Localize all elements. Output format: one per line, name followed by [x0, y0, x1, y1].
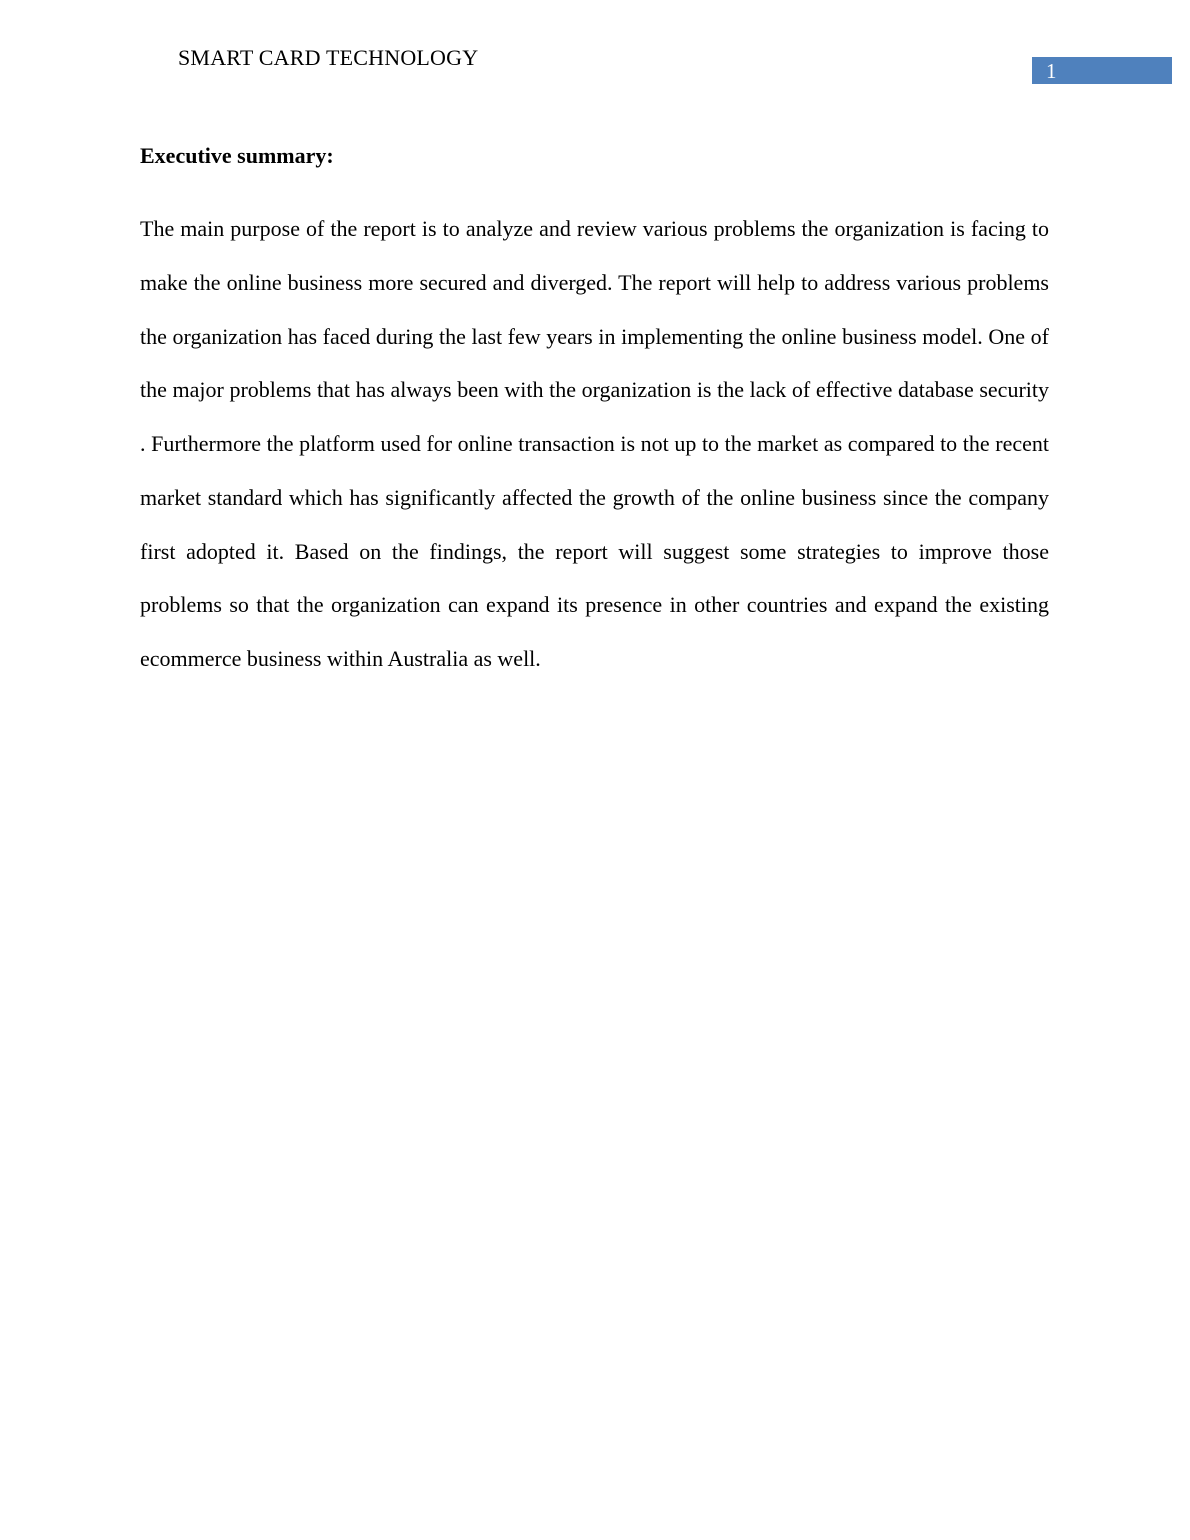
- page-number-badge: [1032, 57, 1172, 84]
- page-number: 1: [1046, 59, 1057, 83]
- body-paragraph: The main purpose of the report is to analyze and review various problems the organization is facing to make the online business more secured and diverged. The report will help to address various problems the organization has faced during the last few years in implementing the online business model. One of the major problems that has always been with the organization is the lack of effective database security . Furthermore the platform used for online transaction is not up to the market as compared to the recent market standard which has significantly affected the growth of the online business since the company first adopted it. Based on the findings, the report will suggest some strategies to improve those problems so that the organization can expand its presence in other countries and expand the existing ecommerce business within Australia as well.: [140, 216, 1049, 671]
- section-heading: Executive summary:: [140, 143, 334, 168]
- running-head: SMART CARD TECHNOLOGY: [178, 45, 479, 70]
